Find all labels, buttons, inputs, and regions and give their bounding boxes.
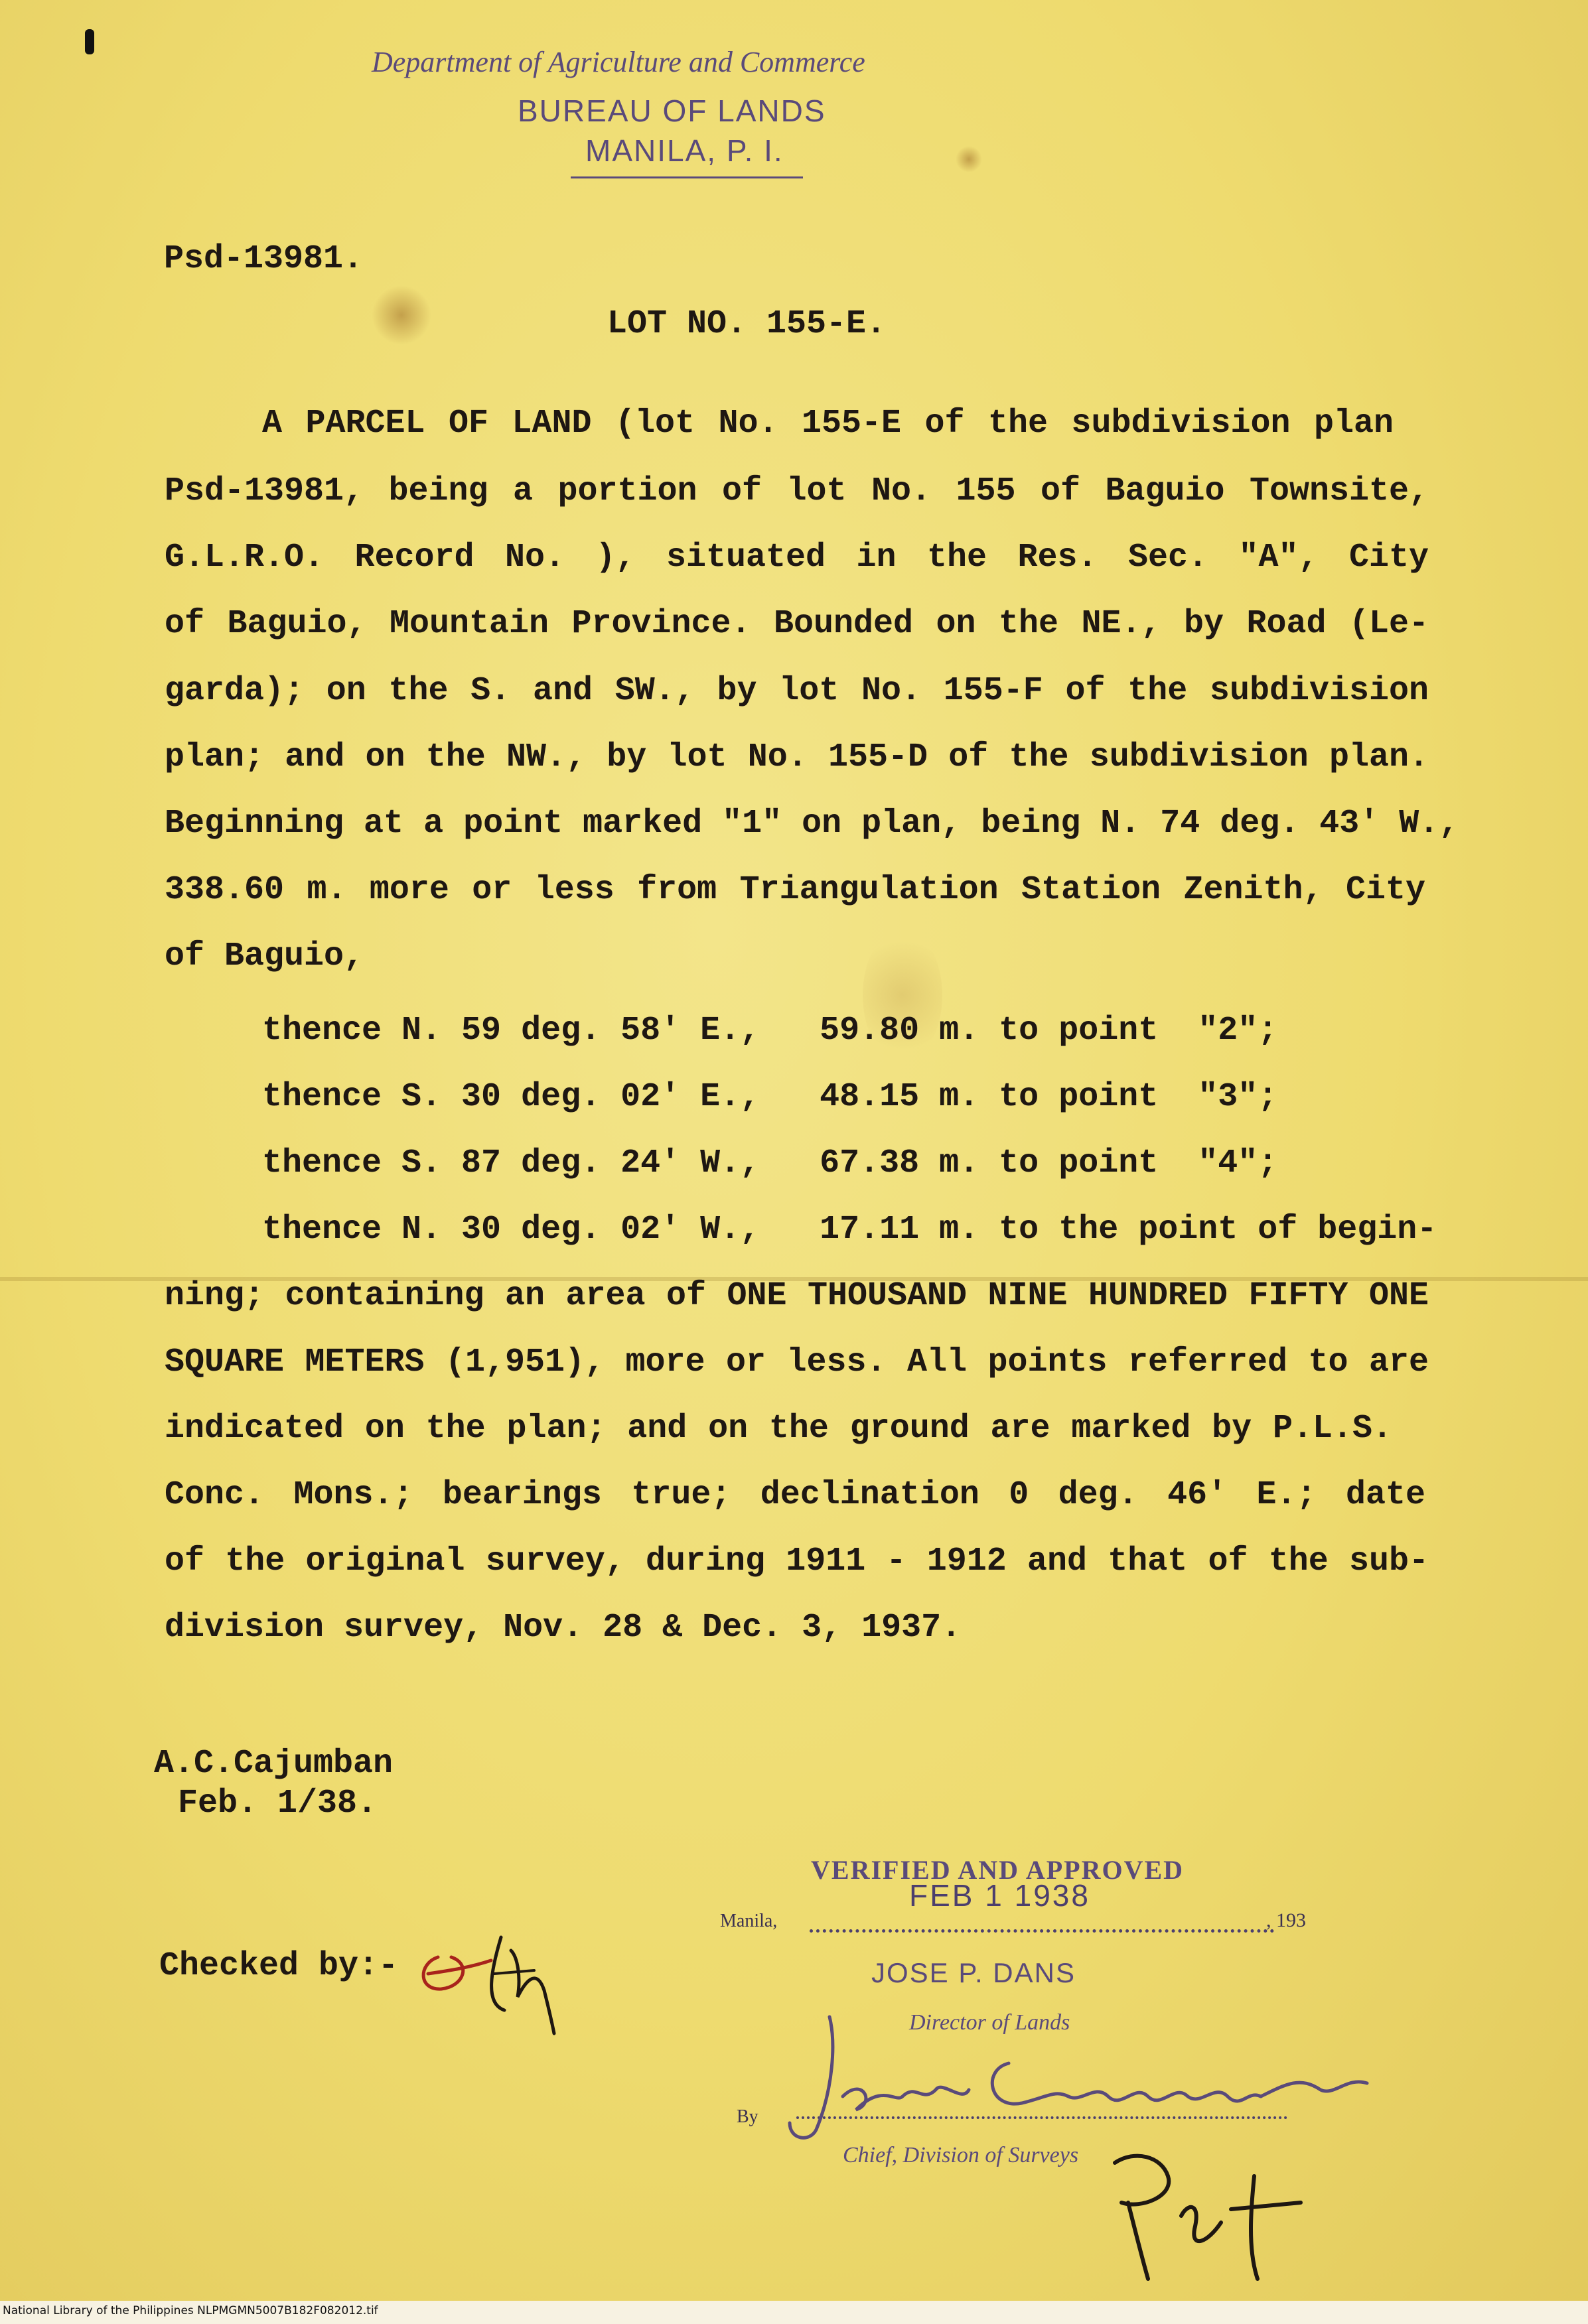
punch-mark	[85, 29, 94, 54]
surveyor-name: A.C.Cajumban	[154, 1745, 394, 1783]
secondary-signature	[1088, 2136, 1327, 2295]
description-line: A PARCEL OF LAND (lot No. 155-E of the subdivision plan	[262, 405, 1394, 443]
paper-stain	[372, 285, 431, 345]
by-label: By	[737, 2106, 758, 2127]
lot-title: LOT NO. 155-E.	[607, 305, 887, 343]
closing-line: indicated on the plan; and on the ground are marked by P.L.S.	[165, 1410, 1392, 1448]
director-name: JOSE P. DANS	[871, 1957, 1076, 1988]
description-line: plan; and on the NW., by lot No. 155-D of the subdivision plan.	[165, 738, 1429, 776]
approval-place-label: Manila,	[720, 1911, 778, 1931]
approval-year-suffix: , 193	[1266, 1909, 1306, 1931]
letterhead-bureau: BUREAU OF LANDS	[518, 94, 826, 128]
closing-line: ning; containing an area of ONE THOUSAND NINE HUNDRED FIFTY ONE	[165, 1277, 1429, 1315]
course-line: thence S. 87 deg. 24' W., 67.38 m. to point "4";	[262, 1144, 1278, 1182]
course-line: thence N. 59 deg. 58' E., 59.80 m. to point "2";	[262, 1012, 1278, 1050]
chief-surveys-signature	[770, 2004, 1380, 2156]
approval-dotted-line	[810, 1929, 1274, 1933]
description-line: Psd-13981, being a portion of lot No. 155 of Baguio Townsite,	[165, 472, 1429, 510]
plan-reference: Psd-13981.	[164, 240, 364, 278]
chief-title: Chief, Division of Surveys	[843, 2143, 1079, 2167]
letterhead-underline	[571, 176, 803, 178]
director-title: Director of Lands	[909, 2010, 1070, 2035]
surveyor-date: Feb. 1/38.	[178, 1785, 378, 1822]
approval-date: FEB 1 1938	[909, 1878, 1090, 1913]
paper-stain	[956, 146, 982, 172]
letterhead-city: MANILA, P. I.	[585, 133, 784, 168]
description-line: of Baguio,	[165, 937, 364, 975]
checker-initials-signature	[411, 1911, 611, 2043]
description-line: 338.60 m. more or less from Triangulation Station Zenith, City	[165, 871, 1425, 909]
checked-by-label: Checked by:-	[159, 1947, 399, 1985]
closing-line: division survey, Nov. 28 & Dec. 3, 1937.	[165, 1609, 962, 1647]
description-line: G.L.R.O. Record No. ), situated in the Res. Sec. "A", City	[165, 539, 1429, 577]
description-line: of Baguio, Mountain Province. Bounded on the NE., by Road (Le-	[165, 605, 1429, 643]
approval-heading: VERIFIED AND APPROVED	[811, 1855, 1185, 1885]
description-line: garda); on the S. and SW., by lot No. 155-F of the subdivision	[165, 672, 1429, 710]
closing-line: of the original survey, during 1911 - 1912 and that of the sub-	[165, 1542, 1429, 1580]
closing-line: SQUARE METERS (1,951), more or less. All points referred to are	[165, 1343, 1429, 1381]
course-line: thence N. 30 deg. 02' W., 17.11 m. to the point of begin-	[262, 1211, 1437, 1249]
letterhead-department: Department of Agriculture and Commerce	[372, 46, 865, 78]
scan-footer-caption: National Library of the Philippines NLPMGMN5007B182F082012.tif	[3, 2304, 378, 2317]
closing-line: Conc. Mons.; bearings true; declination 0 deg. 46' E.; date	[165, 1476, 1425, 1514]
description-line: Beginning at a point marked "1" on plan, being N. 74 deg. 43' W.,	[165, 805, 1459, 843]
course-line: thence S. 30 deg. 02' E., 48.15 m. to point "3";	[262, 1078, 1278, 1116]
